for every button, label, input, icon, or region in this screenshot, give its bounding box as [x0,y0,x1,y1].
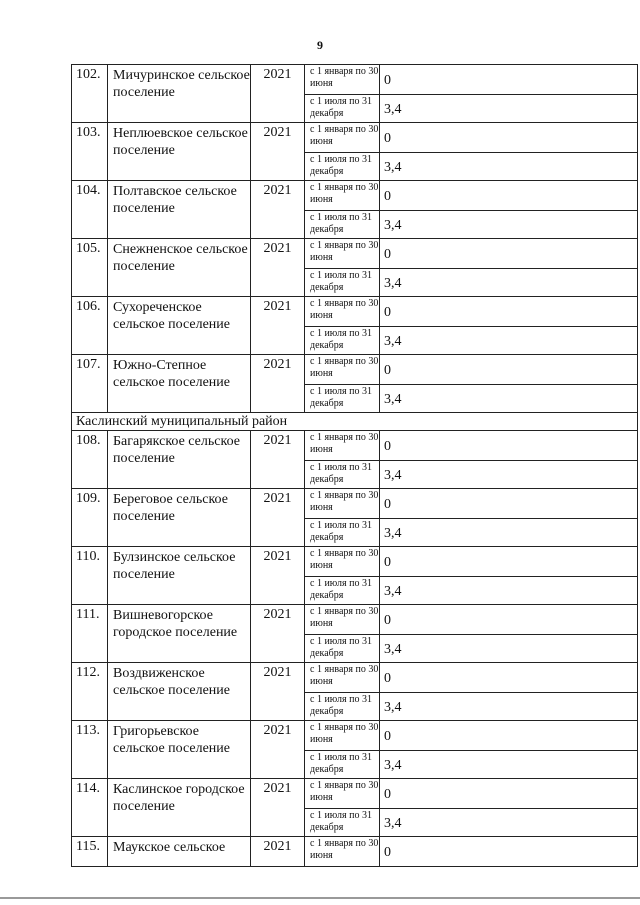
row-year: 2021 [251,663,305,721]
row-number: 107. [72,355,108,413]
municipality-name: Вишневогорское городское поселение [108,605,251,663]
period-first-half: с 1 января по 30 июня [305,837,380,867]
municipality-name: Багарякское сельское поселение [108,431,251,489]
rate-second-half: 3,4 [380,809,638,837]
period-first-half: с 1 января по 30 июня [305,663,380,693]
table-row [72,123,638,153]
row-year: 2021 [251,837,305,867]
rate-second-half: 3,4 [380,269,638,297]
table-body-top [72,65,638,413]
municipality-name: Неплюевское сельское поселение [108,123,251,181]
row-number: 103. [72,123,108,181]
rate-first-half: 0 [380,721,638,751]
period-second-half: с 1 июля по 31 декабря [305,385,380,413]
table-row [72,605,638,635]
district-header: Каслинский муниципальный район [72,413,638,431]
municipality-name: Сухореченское сельское поселение [108,297,251,355]
rate-first-half: 0 [380,837,638,867]
table-row [72,663,638,693]
municipality-name: Южно-Степное сельское поселение [108,355,251,413]
period-second-half: с 1 июля по 31 декабря [305,577,380,605]
rate-first-half: 0 [380,547,638,577]
municipality-name: Григорьевское сельское поселение [108,721,251,779]
row-number: 113. [72,721,108,779]
rate-first-half: 0 [380,239,638,269]
row-number: 106. [72,297,108,355]
period-first-half: с 1 января по 30 июня [305,489,380,519]
rate-second-half: 3,4 [380,577,638,605]
row-year: 2021 [251,779,305,837]
rate-first-half: 0 [380,355,638,385]
row-number: 105. [72,239,108,297]
period-second-half: с 1 июля по 31 декабря [305,809,380,837]
rates-table [71,64,638,867]
table-row [72,721,638,751]
table-row [72,431,638,461]
period-second-half: с 1 июля по 31 декабря [305,461,380,489]
row-year: 2021 [251,181,305,239]
row-number: 115. [72,837,108,867]
period-first-half: с 1 января по 30 июня [305,605,380,635]
period-second-half: с 1 июля по 31 декабря [305,751,380,779]
table-row [72,547,638,577]
table-row [72,181,638,211]
row-number: 114. [72,779,108,837]
period-second-half: с 1 июля по 31 декабря [305,519,380,547]
page-number: 9 [317,38,323,52]
row-number: 112. [72,663,108,721]
rate-second-half: 3,4 [380,385,638,413]
rate-second-half: 3,4 [380,461,638,489]
row-number: 111. [72,605,108,663]
row-number: 104. [72,181,108,239]
period-first-half: с 1 января по 30 июня [305,431,380,461]
row-year: 2021 [251,489,305,547]
row-year: 2021 [251,239,305,297]
table-row [72,239,638,269]
rate-first-half: 0 [380,663,638,693]
period-second-half: с 1 июля по 31 декабря [305,153,380,181]
municipality-name: Полтавское сельское поселение [108,181,251,239]
rate-first-half: 0 [380,431,638,461]
rate-first-half: 0 [380,489,638,519]
rate-second-half: 3,4 [380,153,638,181]
municipality-name: Каслинское городское поселение [108,779,251,837]
period-second-half: с 1 июля по 31 декабря [305,635,380,663]
district-section [72,413,638,431]
municipality-name: Булзинское сельское поселение [108,547,251,605]
rate-first-half: 0 [380,605,638,635]
period-second-half: с 1 июля по 31 декабря [305,211,380,239]
municipality-name: Береговое сельское поселение [108,489,251,547]
municipality-name: Снежненское сельское поселение [108,239,251,297]
rate-second-half: 3,4 [380,635,638,663]
table-body-bottom [72,431,638,837]
last-row-section [72,837,638,867]
row-year: 2021 [251,605,305,663]
table-row [72,779,638,809]
row-year: 2021 [251,297,305,355]
period-first-half: с 1 января по 30 июня [305,355,380,385]
rate-first-half: 0 [380,181,638,211]
period-second-half: с 1 июля по 31 декабря [305,95,380,123]
rate-first-half: 0 [380,779,638,809]
period-second-half: с 1 июля по 31 декабря [305,269,380,297]
row-year: 2021 [251,355,305,413]
period-first-half: с 1 января по 30 июня [305,547,380,577]
bottom-edge-line [0,897,640,899]
municipality-name: Маукское сельское [108,837,251,867]
row-year: 2021 [251,65,305,123]
period-second-half: с 1 июля по 31 декабря [305,693,380,721]
row-year: 2021 [251,431,305,489]
rate-second-half: 3,4 [380,693,638,721]
period-first-half: с 1 января по 30 июня [305,65,380,95]
table-row [72,489,638,519]
row-year: 2021 [251,123,305,181]
row-number: 110. [72,547,108,605]
table-row [72,65,638,95]
rate-first-half: 0 [380,297,638,327]
period-first-half: с 1 января по 30 июня [305,779,380,809]
period-first-half: с 1 января по 30 июня [305,239,380,269]
table-row [72,355,638,385]
row-year: 2021 [251,547,305,605]
rate-first-half: 0 [380,123,638,153]
period-first-half: с 1 января по 30 июня [305,123,380,153]
table-row [72,837,638,867]
row-number: 102. [72,65,108,123]
period-first-half: с 1 января по 30 июня [305,181,380,211]
row-year: 2021 [251,721,305,779]
rate-second-half: 3,4 [380,519,638,547]
rate-second-half: 3,4 [380,751,638,779]
table-row [72,297,638,327]
period-second-half: с 1 июля по 31 декабря [305,327,380,355]
period-first-half: с 1 января по 30 июня [305,721,380,751]
row-number: 109. [72,489,108,547]
rate-second-half: 3,4 [380,327,638,355]
row-number: 108. [72,431,108,489]
rate-second-half: 3,4 [380,95,638,123]
rate-second-half: 3,4 [380,211,638,239]
rate-first-half: 0 [380,65,638,95]
municipality-name: Мичуринское сельское поселение [108,65,251,123]
period-first-half: с 1 января по 30 июня [305,297,380,327]
municipality-name: Воздвиженское сельское поселение [108,663,251,721]
